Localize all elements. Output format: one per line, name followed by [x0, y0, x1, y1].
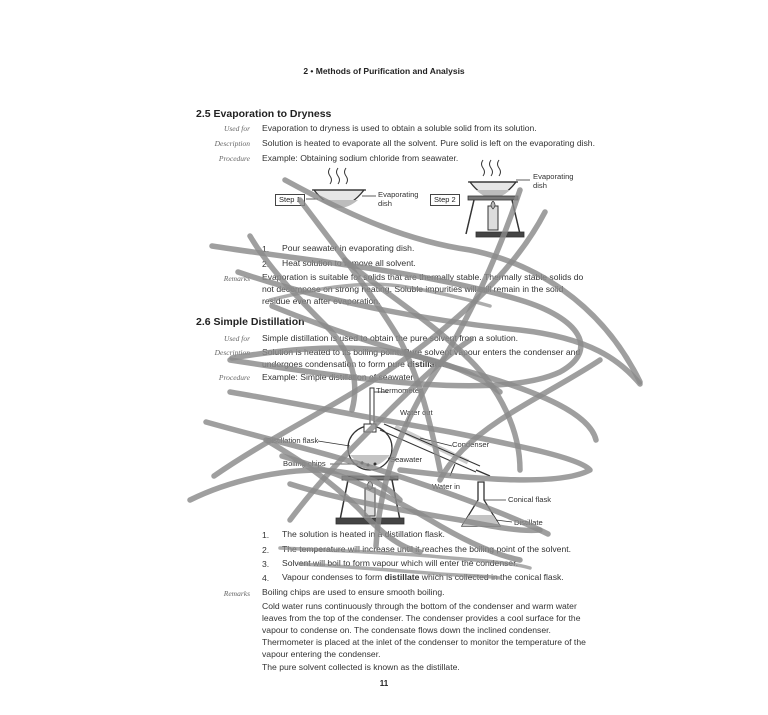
evaporating-dish-label-1: Evaporating dish: [378, 190, 419, 208]
s25-procedure-text: Example: Obtaining sodium chloride from seawater.: [262, 153, 459, 163]
s26-description-suffix: .: [442, 359, 445, 369]
condenser-label: Condenser: [452, 440, 490, 449]
section-2-6-title: 2.6 Simple Distillation: [196, 316, 305, 328]
s25-step-1-number: 1.: [262, 244, 270, 254]
label-used-for: Used for: [223, 124, 250, 133]
boiling-chips-label: Boiling chips: [283, 459, 326, 468]
label-procedure-2: Procedure: [218, 373, 250, 382]
distillation-flask-label: Distillation flask: [266, 436, 319, 445]
s26-step-3-number: 3.: [262, 559, 270, 569]
s25-step-1-text: Pour seawater in evaporating dish.: [282, 243, 415, 253]
label-remarks: Remarks: [223, 274, 250, 283]
s26-remark-4: The pure solvent collected is known as the distillate.: [262, 662, 460, 672]
water-out-label: Water out: [400, 408, 433, 417]
s25-step-2-number: 2.: [262, 259, 270, 269]
label-description-2: Description: [214, 348, 250, 357]
evaporating-dish-label-2: Evaporating dish: [533, 172, 574, 190]
s26-step-3-text: Solvent will boil to form vapour which will enter the condenser.: [282, 558, 518, 568]
label-remarks-2: Remarks: [223, 589, 250, 598]
s26-step-2-text: The temperature will increase until it reaches the boiling point of the solvent.: [282, 544, 572, 554]
s26-step-4-suffix: which is collected in the conical flask.: [419, 572, 564, 582]
s26-step-1-number: 1.: [262, 530, 270, 540]
s26-step-2-number: 2.: [262, 545, 270, 555]
s26-remark-2: Cold water runs continuously through the bottom of the condenser and warm water leaves from the top of the condenser. The condenser provides a cool surface for the vapour to condense on. The condensate flows down the inclined condenser.: [262, 601, 581, 635]
conical-flask-label: Conical flask: [508, 495, 552, 504]
s26-step-1-text: The solution is heated in a distillation flask.: [282, 529, 445, 539]
s26-description-bold: distillate: [407, 359, 443, 369]
step-2-box: Step 2: [430, 194, 460, 206]
s26-description-prefix: Solution is heated to its boiling point. Pure solvent vapour enters the condenser and undergoes condensation to form pure: [262, 347, 581, 369]
s26-step-4-text: [282, 571, 564, 583]
label-procedure: Procedure: [218, 154, 250, 163]
s25-description-text: Solution is heated to evaporate all the solvent. Pure solid is left on the evaporating dish.: [262, 138, 595, 148]
s25-remarks-text: Evaporation is suitable for solids that are thermally stable. Thermally stable solids do not decompose on strong heating. Soluble impurities will still remain in the solid residue even after evaporation.: [262, 272, 584, 306]
s26-step-4-bold: distillate: [384, 572, 420, 582]
s25-used-for-text: Evaporation to dryness is used to obtain a soluble solid from its solution.: [262, 123, 537, 133]
s26-remark-1: Boiling chips are used to ensure smooth boiling.: [262, 587, 445, 597]
water-in-label: Water in: [432, 482, 460, 491]
thermometer-label: Thermometer: [376, 386, 422, 395]
s26-step-4-prefix: Vapour condenses to form: [282, 572, 385, 582]
s26-remark-3: Thermometer is placed at the inlet of the condenser to monitor the temperature of the vapour entering the condenser.: [262, 637, 586, 659]
step-1-box: Step 1: [275, 194, 305, 206]
s26-used-for-text: Simple distillation is used to obtain the pure solvent from a solution.: [262, 333, 519, 343]
distillate-label: Distillate: [514, 518, 543, 527]
s26-procedure-text: Example: Simple distillation of seawater: [262, 372, 414, 382]
label-used-for-2: Used for: [223, 334, 250, 343]
section-2-5-title: 2.5 Evaporation to Dryness: [196, 108, 332, 120]
seawater-label: Seawater: [390, 455, 423, 464]
page-number: 11: [379, 679, 389, 688]
s26-step-4-number: 4.: [262, 573, 270, 583]
running-head: 2 • Methods of Purification and Analysis: [303, 66, 465, 76]
s25-step-2-text: Heat solution to remove all solvent.: [282, 258, 416, 268]
label-description: Description: [214, 139, 250, 148]
